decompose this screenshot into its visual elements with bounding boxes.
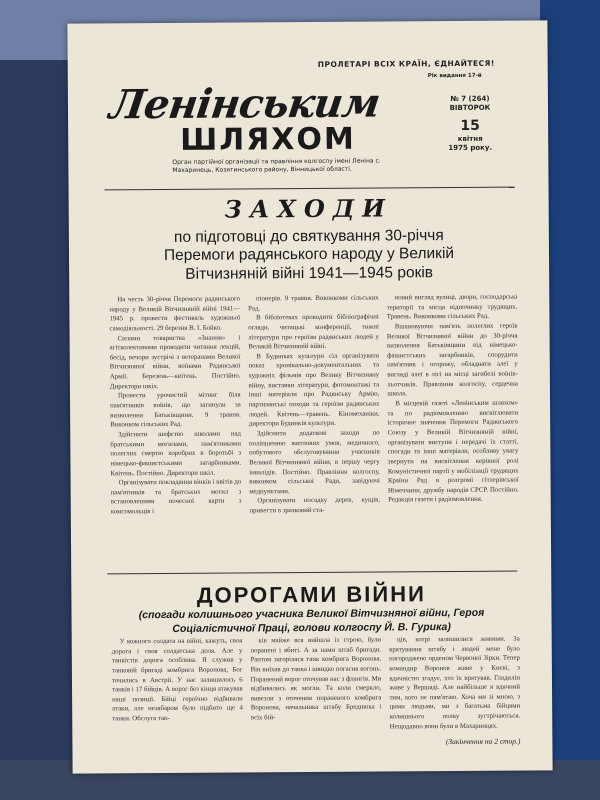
paragraph: Організувати покладання вінків і квітів до пам'ятників та братських могил з встановленням почесної варти з комсомольців і xyxy=(110,478,242,516)
paragraph: піонерів. 9 травня. Виконкоми сільських Рад. xyxy=(248,294,379,313)
divider xyxy=(105,187,515,191)
issue-info xyxy=(424,95,516,154)
paragraph: Організувати посадку дерев, кущів, привести в зразковий ста- xyxy=(249,496,381,515)
article2-subtitle: (спогади колишнього учасника Великої Вітчизняної війни, Героя Соціалістичної Праці, голови колгоспу Й. В. Гурика) xyxy=(138,606,485,635)
weekday: ВІВТОРОК xyxy=(449,103,491,113)
article1-title: ЗАХОДИ xyxy=(224,193,393,224)
issue-number: № 7 (264) xyxy=(450,94,490,104)
paragraph: Силами товариства «Знання» і агітколективами проводити читання лекцій, бесід, вечори зустрічі з ветеранами Великої Вітчизняної війни, воїнами Радянської Армії. Березень—квітень. Постійно. Директори шкіл. xyxy=(109,334,241,391)
year-line: Рік видання 17-й xyxy=(427,72,482,80)
paragraph: Здійснити додаткові заходи по поліпшенню житлових умов, медичного, побутового обслуговування учасників Великої Вітчизняної війни, в першу чергу інвалідів. Постійно. Правління колгоспу, виконком сільської Ради, завідуючі медпунктами. xyxy=(248,429,380,496)
article1-subtitle: по підготовці до святкування 30-річчя Перемоги радянського народу у Великій Вітчизняній війні 1941—1945 років xyxy=(163,227,455,283)
masthead-subtitle: Орган партійної організації та правління колгоспу імені Леніна с. Махаринець, Козятинського району, Вінницької області. xyxy=(172,157,381,174)
masthead-line2: ШЛЯХОМ xyxy=(180,121,356,158)
article1-col1 xyxy=(109,294,241,517)
article2-col1 xyxy=(112,636,243,748)
paragraph: В Будинках культури сіл організувати показ хронікально-документальних та художніх фільмів про Велику Вітчизняну війну, виставки літератури, фотомонтажі та інші матеріали про Радянську Армію, партизанські походи та героїзм радянських людей. Квітень—травень. Кіномеханіки, директори Будинків культури. xyxy=(248,352,380,428)
paragraph: ків майже вся вийшла із строю, були поранені і вбиті. А за нами штаб бригади. Раптом загорілася танк комбрига Воронова. Він виїхав до танка і швидко погасив вогонь. Поранений ворог оточував нас з флангів. Ми відбивались як могли. Та коли смеркло, вивезли з оточення пораненого комбрига Воронова, начальника штабу Бреднюка і всіх бій- xyxy=(250,636,382,722)
article2-title: ДОРОГАМИ ВІЙНИ xyxy=(196,581,426,608)
paragraph: новий вигляд вулиці, двори, господарські території та місця відпочинку трудящих. Травень. Виконкоми сільських Рад. xyxy=(386,293,518,321)
month: квітня xyxy=(457,135,483,144)
paragraph: В бібліотеках проводити бібліографічні огляди, читацькі конференції, тижні літератури про героїзм радянських людей у Великій Вітчизняній війні. xyxy=(248,313,379,351)
newspaper-page xyxy=(67,20,552,773)
year: 1975 року. xyxy=(448,144,493,153)
paragraph: Вшановуючи пам'ять полеглих героїв Великої Вітчизняної війни до 30-річчя визволення Батьківщини від німецько-фашистських загарбників, спорудити пам'ятник і огорожу, обладнати алеї у вигляді алеї в лісі на місці загибелі воїнів-льотчиків. Правління колгоспу, сердечна школа. xyxy=(386,322,518,398)
article2-body xyxy=(112,635,521,749)
paragraph: На честь 30-річчя Перемоги радянського народу у Великій Вітчизняній війні 1941—1945 р. провести фестиваль художньої самодіяльності. 29 березня В. І. Бойко. xyxy=(109,295,241,333)
continued-note: (Закінчення на 2 стор.) xyxy=(445,736,521,747)
paragraph: У кожного солдата на війні, кажуть, своя дорога і своя солдатська доля. Але у танкістів дорога особлива. Я служив у танковій бригаді комбрига Воронова, Бог точились в Австрії. У нас залишилось 6 танків і 17 бійців. А ворог без кінця атакував наші позиції. Бійці героїчно відбивали атаки, але незабаром було підбито ще 4 танки. Обслуга тан- xyxy=(111,637,243,723)
paragraph: Здійснити шефство школами над братськими могилами, пам'ятниками полеглих смертю хоробрих в боротьбі з німецько-фашистськими загарбниками. Квітень. Постійно. Директори шкіл. xyxy=(110,430,242,477)
divider xyxy=(107,571,517,575)
slogan: ПРОЛЕТАРІ ВСІХ КРАЇН, ЄДНАЙТЕСЯ! xyxy=(317,58,495,69)
article2-col2 xyxy=(250,636,381,748)
paragraph: Провести урочистий мітинг біля пам'ятників воїнів, що загинули за визволення Батьківщини. 9 травня. Виконком сільських Рад. xyxy=(110,391,241,429)
article1-body xyxy=(109,293,519,518)
paragraph: ців, котрі залишилися живими. За врятування штабу і людей мене було нагороджено орденом Червоної Зірки. Тепер командир Воронов живе у Києві, з вдячністю згадує, хто їх врятував. Гладилін живе у Вершаді. Але найбільше я вдячний тим, кого не пам'ятаю. Хоча ми зі мною, з цими людьми, ми з багатьма бійцями колишнього полку зустрічаються. Нещодавно вони були в Махаринцях. xyxy=(389,635,521,731)
day: 15 xyxy=(460,117,480,135)
masthead-line1: Ленінським xyxy=(106,79,383,129)
article1-col2 xyxy=(248,294,380,517)
article2-col3 xyxy=(389,635,520,747)
article1-col3 xyxy=(387,293,519,516)
paragraph: В місцевій газеті «Ленінським шляхом» та по радіомовленню висвітлювати історичне значення Перемоги Радянського Союзу у Великій Вітчизняній війні, організувати виступи і передачі їх статті, спогади та інші матеріали, особливу увагу звернути на висвітлення керівної ролі Комуністичної партії у мобілізації трудящих Країни Рад в розгромі гітлерівської Німеччини, дружбу народів СРСР. Постійно. Редакція газети і радіомовлення. xyxy=(387,399,519,504)
